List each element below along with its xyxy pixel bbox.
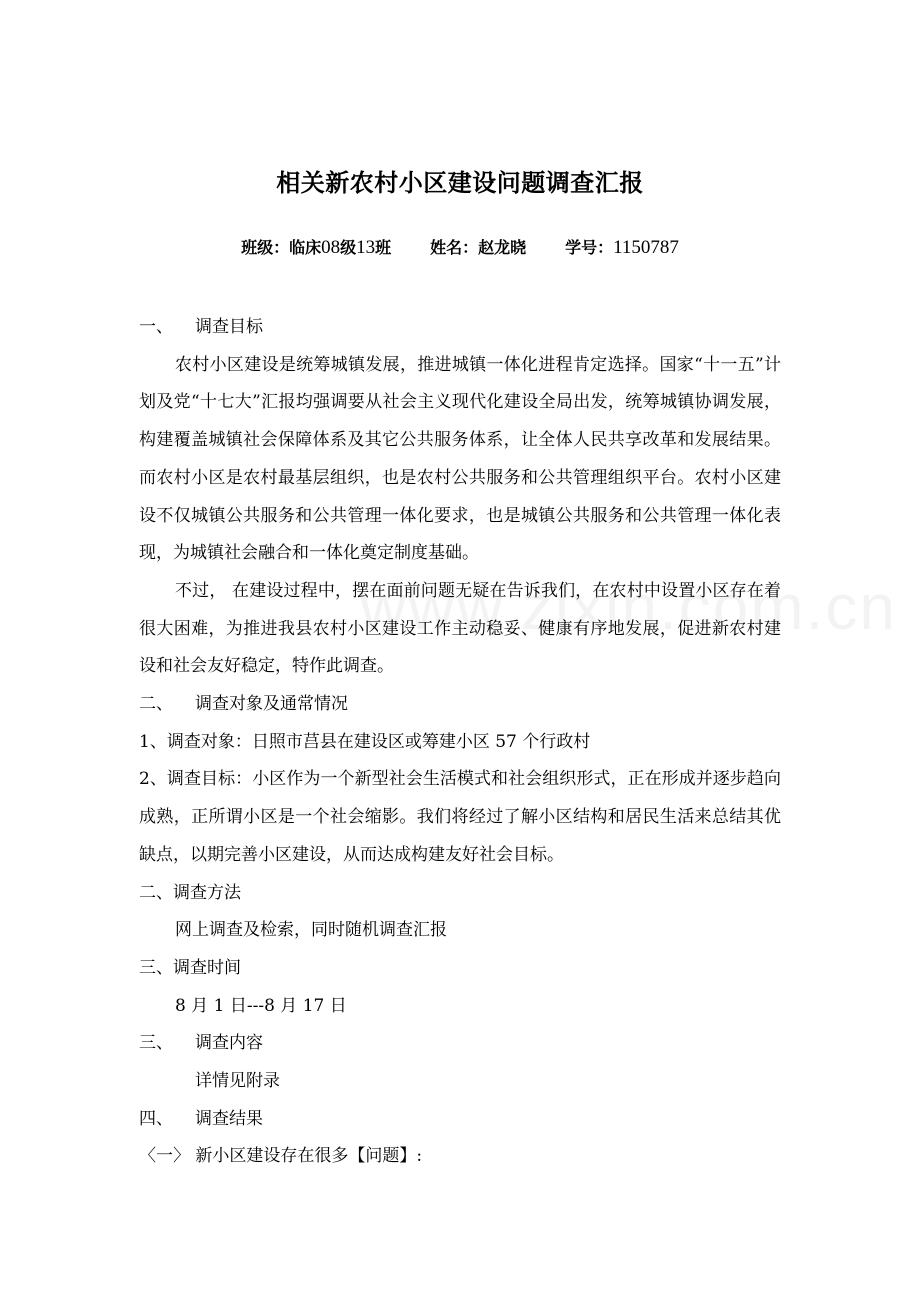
section-title-2: 调查对象及通常情况	[195, 694, 348, 715]
section-heading-6	[139, 1101, 781, 1139]
section-heading-3: 二、调查方法	[139, 882, 241, 903]
student-id-value: 1150787	[613, 237, 679, 258]
paragraph-2: 不过， 在建设过程中，摆在面前问题无疑在告诉我们，在农村中设置小区存在着很大困难，为推进我县农村小区建设工作主动稳妥、健康有序地发展，促进新农村建设和社会友好稳定，特作此调查。	[139, 580, 781, 677]
class-number: 08	[321, 237, 341, 258]
section-body-4: 8 月 1 日---8 月 17 日	[175, 995, 347, 1016]
section-title-5: 调查内容	[195, 1033, 263, 1054]
document-title: 相关新农村小区建设问题调查汇报	[276, 169, 644, 197]
section-mark-6: 四、	[139, 1108, 173, 1129]
author-info	[0, 235, 920, 259]
section-mark-2: 二、	[139, 694, 173, 715]
student-id-label: 学号：	[565, 238, 614, 257]
student-name: 姓名：赵龙晓	[430, 238, 527, 257]
class-mid: 级	[340, 238, 357, 257]
section-heading-5	[139, 1025, 781, 1063]
section-title-6: 调查结果	[195, 1108, 263, 1129]
section-body-5: 详情见附录	[195, 1071, 280, 1092]
section-heading-4: 三、调查时间	[139, 957, 241, 978]
section-heading-1	[139, 309, 781, 347]
paragraph-1: 农村小区建设是统筹城镇发展，推进城镇一体化进程肯定选择。国家“十一五”计划及党“十七大”汇报均强调要从社会主义现代化建设全局出发，统筹城镇协调发展，构建覆盖城镇社会保障体系及其它公共服务体系，让全体人民共享改革和发展结果。而农村小区是农村最基层组织，也是农村公共服务和公共管理组织平台。农村小区建设不仅城镇公共服务和公共管理一体化要求，也是城镇公共服务和公共管理一体化表现，为城镇社会融合和一体化奠定制度基础。	[139, 354, 781, 564]
class-end: 班	[375, 238, 392, 257]
list-item-2: 2、调查目标：小区作为一个新型社会生活模式和社会组织形式，正在形成并逐步趋向成熟，正所谓小区是一个社会缩影。我们将经过了解小区结构和居民生活来总结其优缺点，以期完善小区建设，从而达成构建友好社会目标。	[139, 769, 781, 865]
list-item-1: 1、调查对象：日照市莒县在建设区或筹建小区 57 个行政村	[139, 731, 591, 752]
section-body-3: 网上调查及检索，同时随机调查汇报	[175, 920, 447, 941]
section-heading-2	[139, 686, 781, 724]
subsection-heading: 〈一〉 新小区建设存在很多【问题】:	[139, 1146, 423, 1167]
class-number-2: 13	[356, 237, 376, 258]
document-body	[139, 309, 781, 1176]
section-mark-5: 三、	[139, 1033, 173, 1054]
class-label: 班级：临床	[241, 238, 322, 257]
section-title-1: 调查目标	[195, 317, 263, 337]
section-mark-1: 一、	[139, 317, 173, 337]
